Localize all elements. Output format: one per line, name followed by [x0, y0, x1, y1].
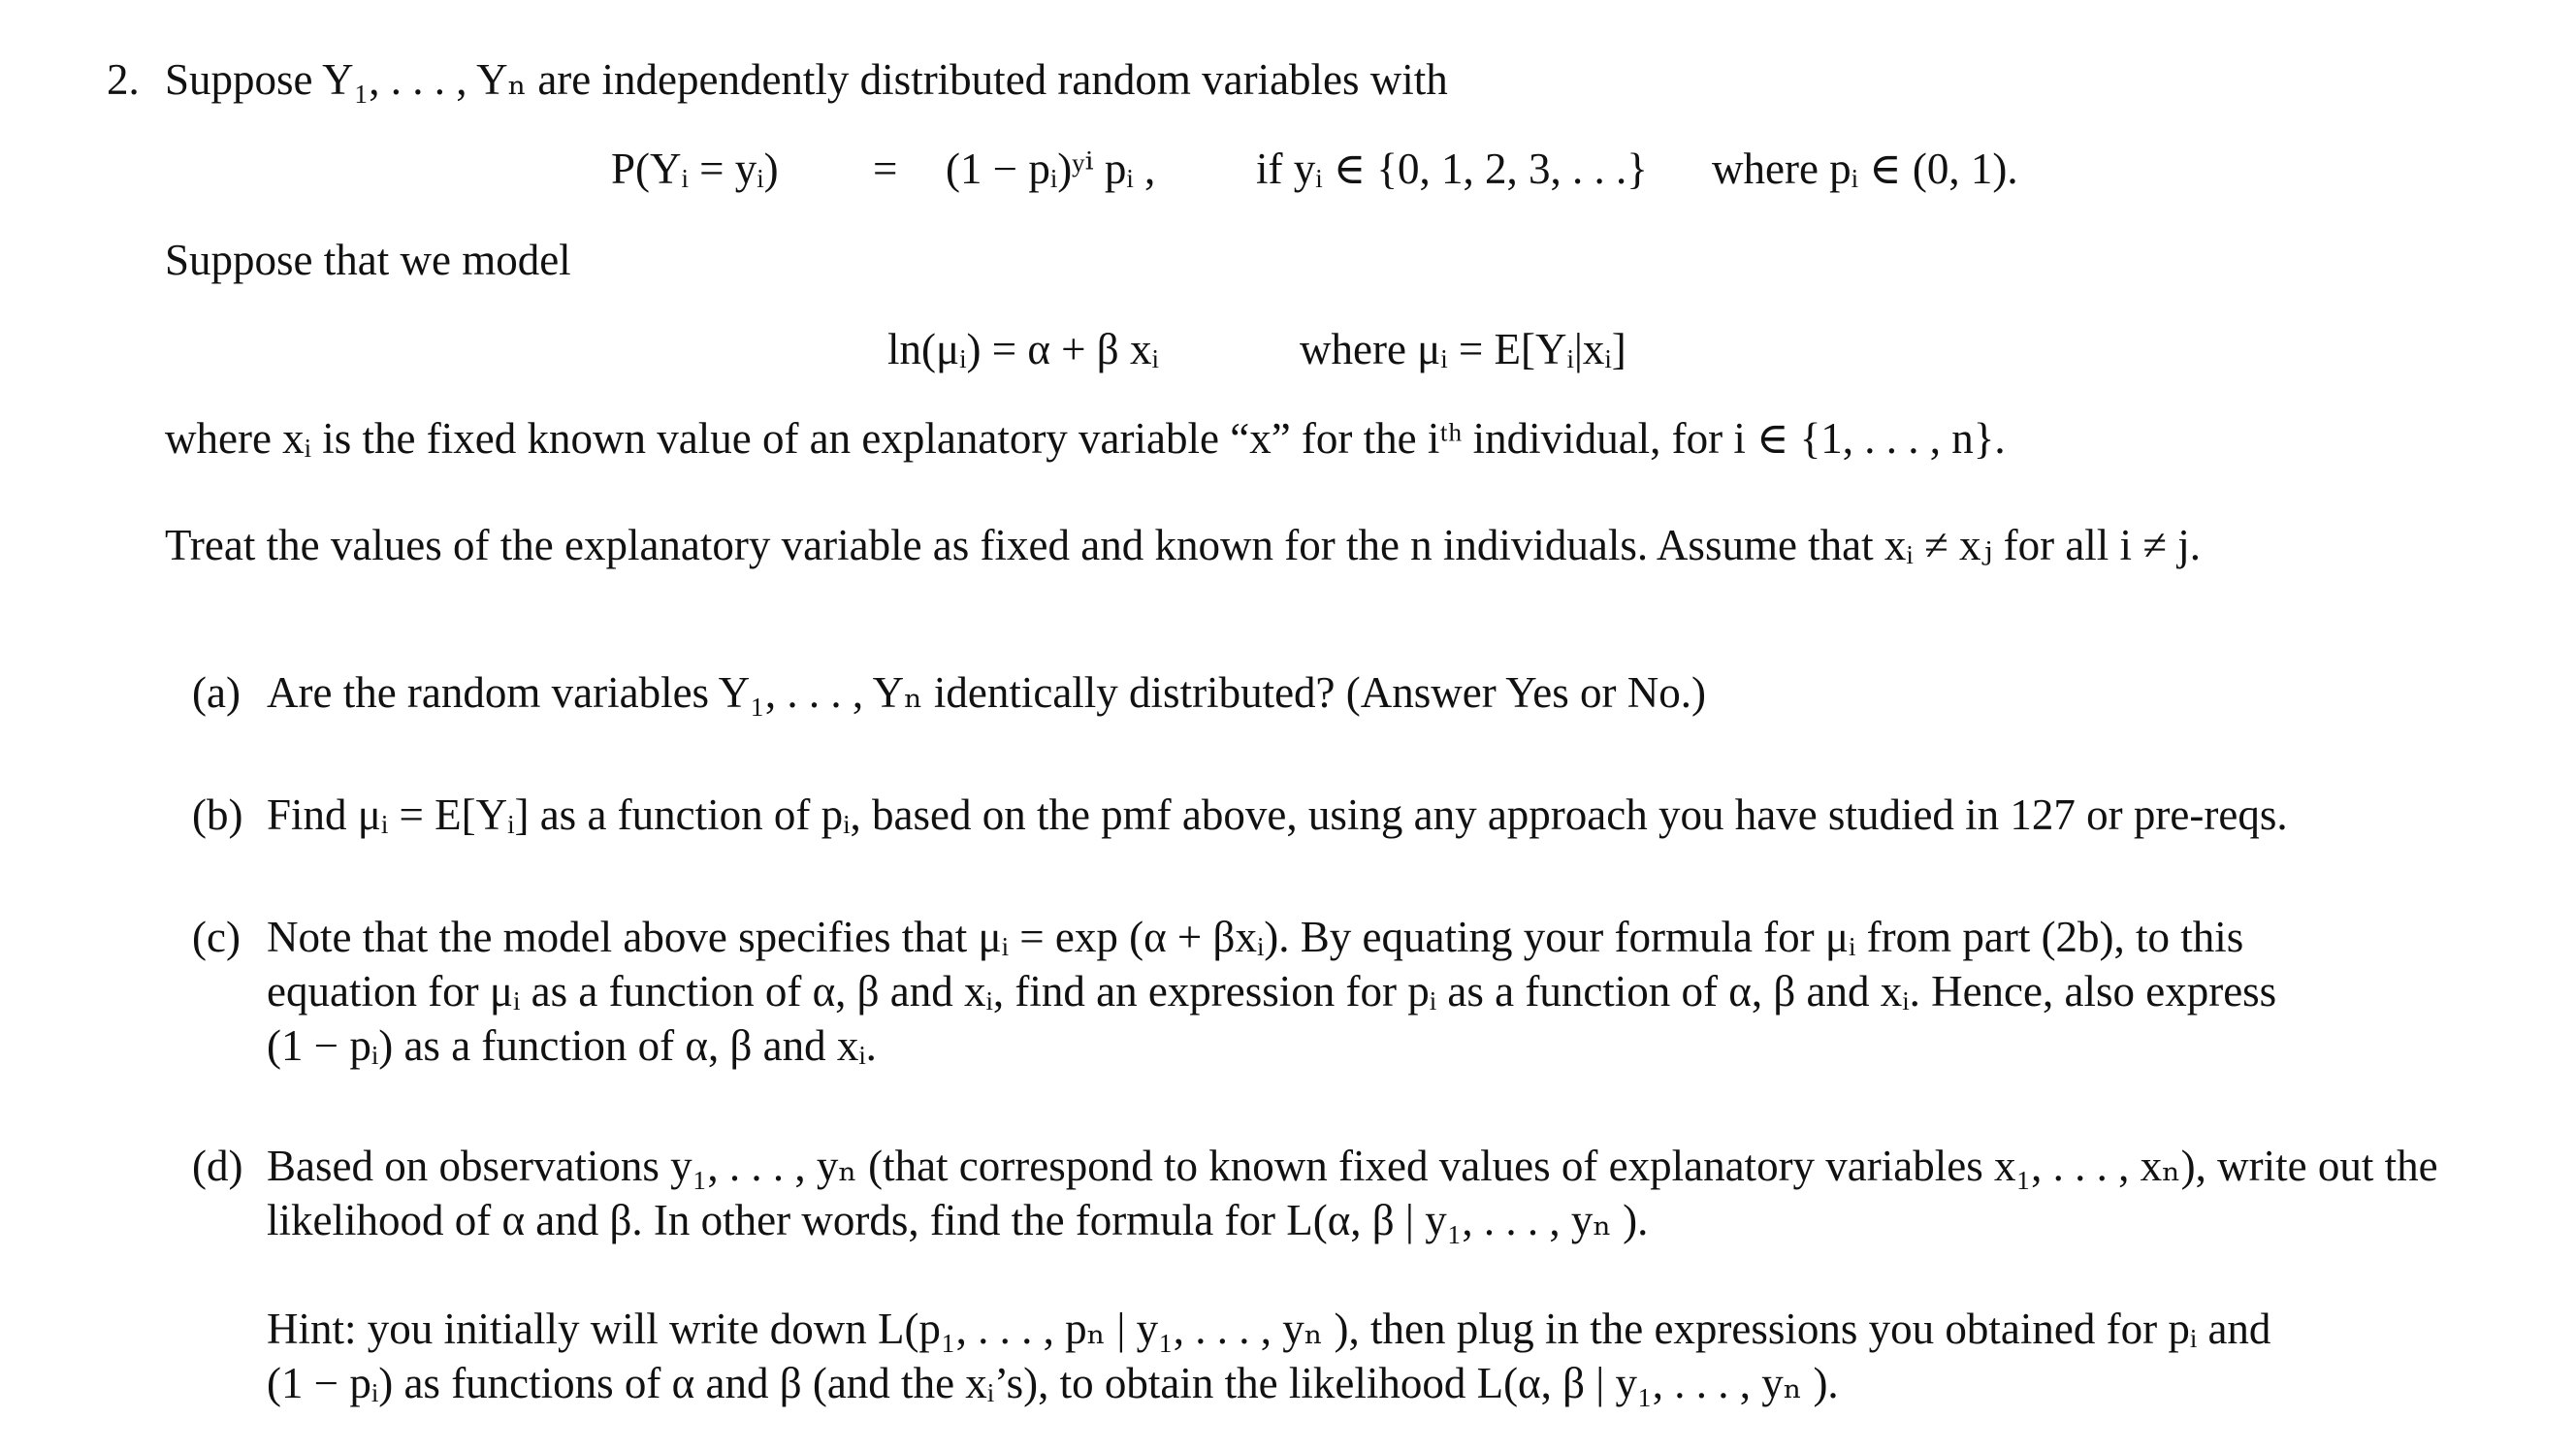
problem-intro: Suppose Y₁, . . . , Yₙ are independently distributed random variables with	[165, 55, 1448, 104]
pmf-condition: if yᵢ ∈ {0, 1, 2, 3, . . .}	[1256, 145, 1648, 193]
pmf-lhs: P(Yᵢ = yᵢ)	[611, 145, 779, 193]
part-a-label: (a)	[192, 668, 241, 717]
part-b-text: Find μᵢ = E[Yᵢ] as a function of pᵢ, based on the pmf above, using any approach you have studied in 127 or pre-reqs.	[267, 790, 2288, 839]
treat-text: Treat the values of the explanatory variable as fixed and known for the n individuals. Assume that xᵢ ≠ xⱼ for all i ≠ j.	[165, 521, 2202, 569]
part-d-line-2: likelihood of α and β. In other words, find the formula for L(α, β | y₁, . . . , yₙ ).	[267, 1196, 1649, 1244]
model-equation: ln(μᵢ) = α + β xᵢ	[887, 325, 1159, 373]
part-d-line-1: Based on observations y₁, . . . , yₙ (that correspond to known fixed values of explanatory variables x₁, . . . , xₙ), write out the	[267, 1142, 2438, 1190]
pmf-equals: =	[873, 145, 898, 193]
part-a-text: Are the random variables Y₁, . . . , Yₙ identically distributed? (Answer Yes or No.)	[267, 668, 1706, 717]
pmf-rhs: (1 − pᵢ)ʸⁱ pᵢ ,	[946, 145, 1156, 193]
explanatory-text: where xᵢ is the fixed known value of an explanatory variable “x” for the iᵗʰ individual, for i ∈ {1, . . . , n}.	[165, 414, 2006, 463]
part-c-line-1: Note that the model above specifies that μᵢ = exp (α + βxᵢ). By equating your formula for μᵢ from part (2b), to this	[267, 913, 2244, 961]
hint-line-2: (1 − pᵢ) as functions of α and β (and the xᵢ’s), to obtain the likelihood L(α, β | y₁, . . . , yₙ ).	[267, 1359, 1839, 1407]
model-intro: Suppose that we model	[165, 236, 571, 284]
part-c-line-3: (1 − pᵢ) as a function of α, β and xᵢ.	[267, 1021, 877, 1070]
model-where: where μᵢ = E[Yᵢ|xᵢ]	[1300, 325, 1626, 373]
part-c-label: (c)	[192, 913, 241, 961]
part-d-label: (d)	[192, 1142, 243, 1190]
hint-line-1: Hint: you initially will write down L(p₁, . . . , pₙ | y₁, . . . , yₙ ), then plug in the expressions you obtained for pᵢ and	[267, 1305, 2271, 1353]
problem-number: 2.	[107, 55, 140, 104]
pmf-where: where pᵢ ∈ (0, 1).	[1712, 145, 2018, 193]
part-b-label: (b)	[192, 790, 243, 839]
part-c-line-2: equation for μᵢ as a function of α, β and xᵢ, find an expression for pᵢ as a function of α, β and xᵢ. Hence, also express	[267, 967, 2277, 1016]
